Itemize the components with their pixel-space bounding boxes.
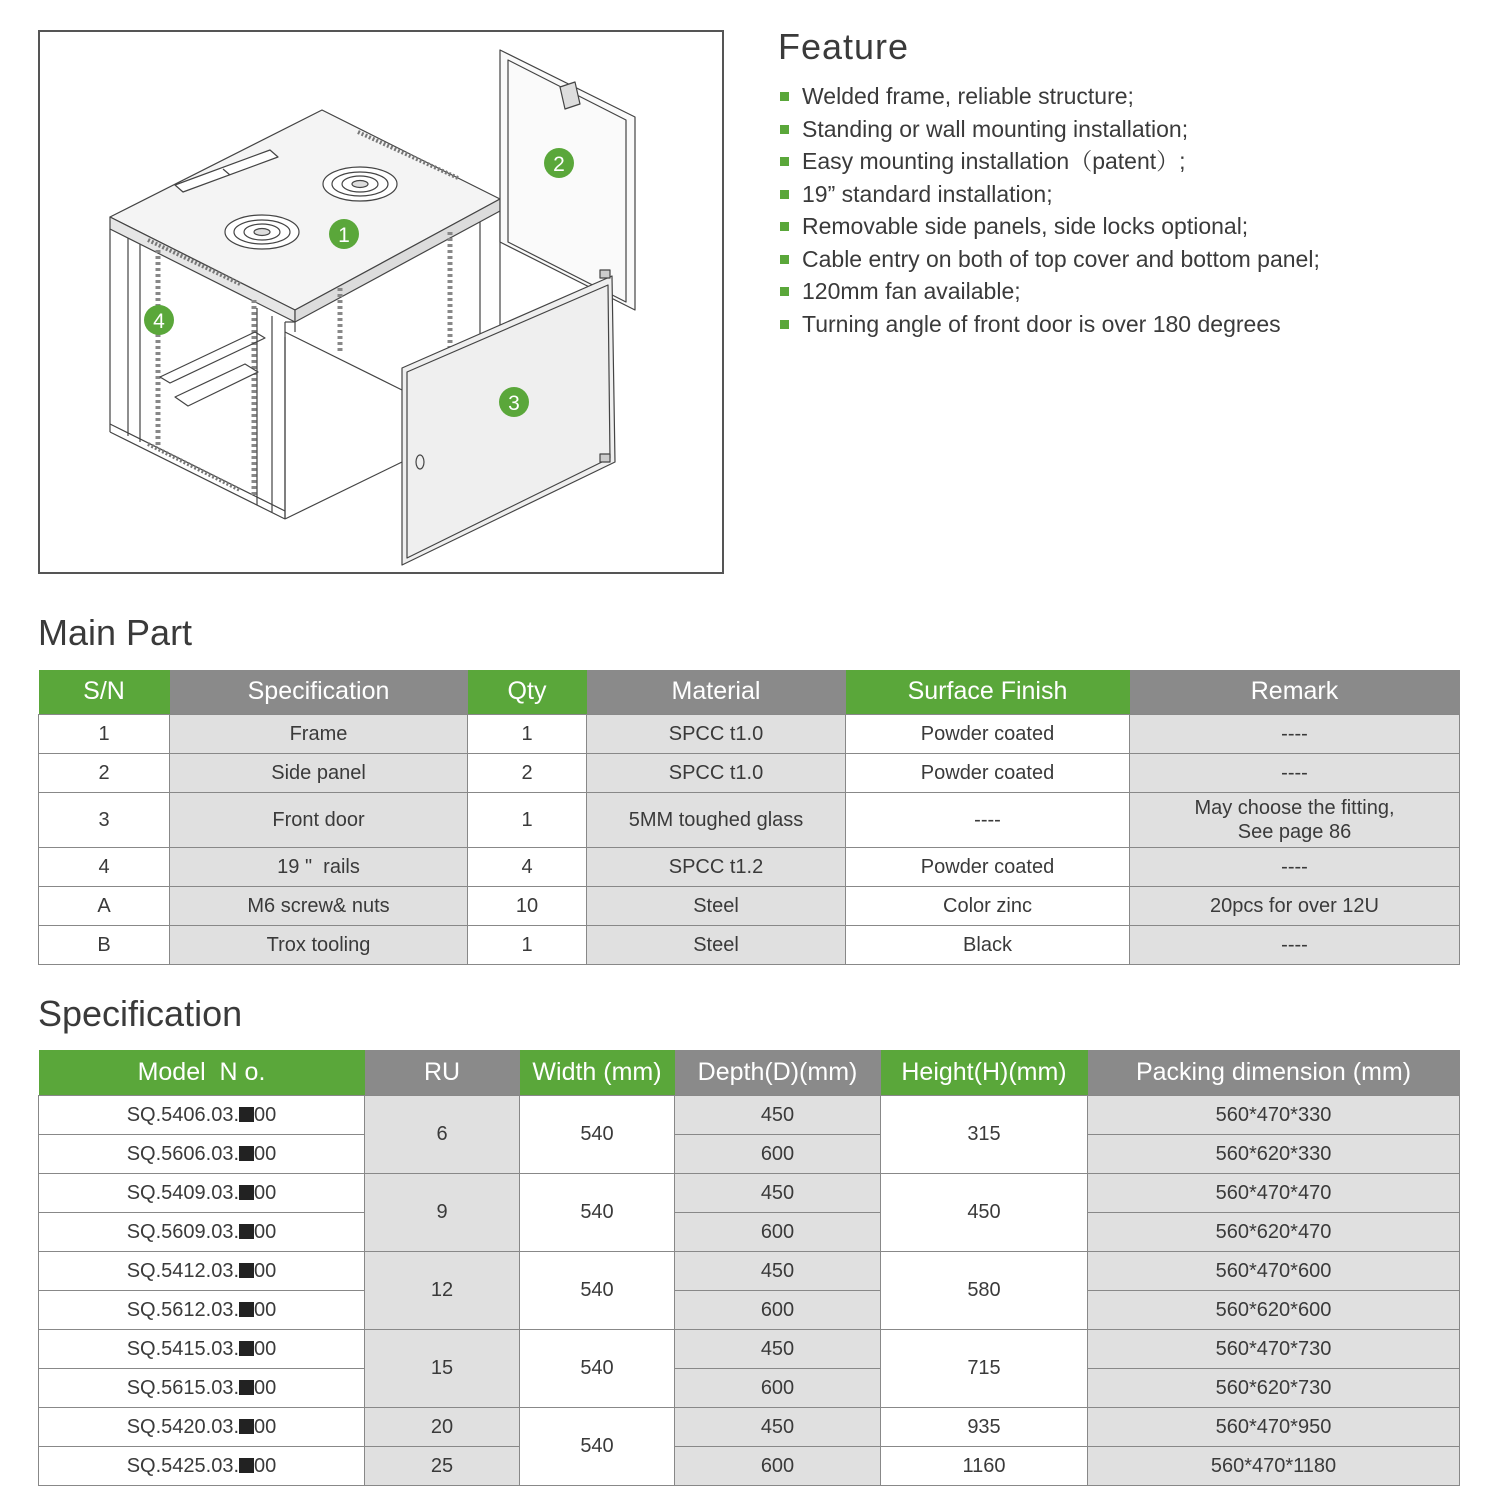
table-row <box>39 1368 1460 1407</box>
model-cell: SQ.5412.03. 00 <box>39 1251 365 1290</box>
column-header: Depth(D)(mm) <box>675 1050 881 1095</box>
table-cell: 3 <box>39 792 170 847</box>
bullet-icon <box>780 92 789 101</box>
specification-title: Specification <box>38 993 243 1034</box>
table-cell: Front door <box>170 792 468 847</box>
packing-cell: 560*470*1180 <box>1088 1446 1460 1485</box>
square-icon <box>239 1458 254 1473</box>
bullet-icon <box>780 190 789 199</box>
table-row <box>39 886 1460 925</box>
table-cell: 1 <box>468 714 587 753</box>
table-cell: ---- <box>846 792 1130 847</box>
feature-list <box>778 80 1468 340</box>
table-row <box>39 1095 1460 1134</box>
ru-cell: 15 <box>365 1329 520 1407</box>
table-cell: Powder coated <box>846 714 1130 753</box>
square-icon <box>239 1107 254 1122</box>
height-cell: 715 <box>881 1329 1088 1407</box>
table-header-row <box>39 670 1460 714</box>
table-cell: SPCC t1.0 <box>587 753 846 792</box>
bullet-icon <box>780 320 789 329</box>
table-cell: 4 <box>468 847 587 886</box>
ru-cell: 20 <box>365 1407 520 1446</box>
ru-cell: 9 <box>365 1173 520 1251</box>
svg-text:2: 2 <box>553 153 565 176</box>
column-header: Material <box>587 670 846 714</box>
square-icon <box>239 1146 254 1161</box>
bullet-icon <box>780 287 789 296</box>
table-row <box>39 1329 1460 1368</box>
column-header: Surface Finish <box>846 670 1130 714</box>
table-cell: 2 <box>39 753 170 792</box>
table-cell: 10 <box>468 886 587 925</box>
depth-cell: 450 <box>675 1095 881 1134</box>
column-header: Packing dimension (mm) <box>1088 1050 1460 1095</box>
square-icon <box>239 1341 254 1356</box>
model-cell: SQ.5409.03. 00 <box>39 1173 365 1212</box>
table-cell: 1 <box>468 792 587 847</box>
model-cell: SQ.5609.03. 00 <box>39 1212 365 1251</box>
table-row <box>39 1251 1460 1290</box>
table-row <box>39 1212 1460 1251</box>
table-row <box>39 1134 1460 1173</box>
width-cell: 540 <box>520 1251 675 1329</box>
column-header: Height(H)(mm) <box>881 1050 1088 1095</box>
table-cell: ---- <box>1130 714 1460 753</box>
packing-cell: 560*470*730 <box>1088 1329 1460 1368</box>
model-cell: SQ.5612.03. 00 <box>39 1290 365 1329</box>
depth-cell: 600 <box>675 1446 881 1485</box>
table-cell: Powder coated <box>846 753 1130 792</box>
table-cell: Color zinc <box>846 886 1130 925</box>
feature-item: 19” standard installation; <box>778 178 1468 211</box>
table-row <box>39 753 1460 792</box>
table-row <box>39 1407 1460 1446</box>
table-cell: B <box>39 925 170 964</box>
table-row <box>39 714 1460 753</box>
table-cell: 19 " rails <box>170 847 468 886</box>
table-row <box>39 792 1460 847</box>
table-cell: Powder coated <box>846 847 1130 886</box>
packing-cell: 560*620*470 <box>1088 1212 1460 1251</box>
depth-cell: 600 <box>675 1290 881 1329</box>
packing-cell: 560*620*600 <box>1088 1290 1460 1329</box>
table-row <box>39 847 1460 886</box>
height-cell: 1160 <box>881 1446 1088 1485</box>
cabinet-illustration <box>38 30 724 574</box>
height-cell: 315 <box>881 1095 1088 1173</box>
packing-cell: 560*620*330 <box>1088 1134 1460 1173</box>
table-row <box>39 925 1460 964</box>
square-icon <box>239 1185 254 1200</box>
callout-2 <box>544 148 574 178</box>
table-cell: SPCC t1.0 <box>587 714 846 753</box>
table-cell: 20pcs for over 12U <box>1130 886 1460 925</box>
table-cell: Trox tooling <box>170 925 468 964</box>
table-cell: 5MM toughed glass <box>587 792 846 847</box>
height-cell: 935 <box>881 1407 1088 1446</box>
feature-item: Cable entry on both of top cover and bottom panel; <box>778 243 1468 276</box>
square-icon <box>239 1419 254 1434</box>
feature-item: Removable side panels, side locks optional; <box>778 210 1468 243</box>
table-cell: M6 screw& nuts <box>170 886 468 925</box>
feature-item: Welded frame, reliable structure; <box>778 80 1468 113</box>
feature-title: Feature <box>778 26 910 67</box>
packing-cell: 560*470*330 <box>1088 1095 1460 1134</box>
height-cell: 450 <box>881 1173 1088 1251</box>
width-cell: 540 <box>520 1329 675 1407</box>
model-cell: SQ.5615.03. 00 <box>39 1368 365 1407</box>
width-cell: 540 <box>520 1095 675 1173</box>
feature-item: Easy mounting installation（patent）; <box>778 145 1468 178</box>
ru-cell: 12 <box>365 1251 520 1329</box>
ru-cell: 25 <box>365 1446 520 1485</box>
table-cell: 2 <box>468 753 587 792</box>
main-part-table <box>38 670 1460 965</box>
depth-cell: 600 <box>675 1368 881 1407</box>
table-header-row <box>39 1050 1460 1095</box>
width-cell: 540 <box>520 1407 675 1485</box>
table-cell: ---- <box>1130 925 1460 964</box>
depth-cell: 600 <box>675 1212 881 1251</box>
height-cell: 580 <box>881 1251 1088 1329</box>
feature-item: 120mm fan available; <box>778 275 1468 308</box>
model-cell: SQ.5420.03. 00 <box>39 1407 365 1446</box>
cabinet-drawing <box>40 32 726 576</box>
table-cell: ---- <box>1130 847 1460 886</box>
square-icon <box>239 1224 254 1239</box>
model-cell: SQ.5406.03. 00 <box>39 1095 365 1134</box>
table-cell: Steel <box>587 886 846 925</box>
feature-section <box>778 26 1468 340</box>
depth-cell: 450 <box>675 1329 881 1368</box>
feature-item: Turning angle of front door is over 180 degrees <box>778 308 1468 341</box>
depth-cell: 450 <box>675 1407 881 1446</box>
feature-item: Standing or wall mounting installation; <box>778 113 1468 146</box>
column-header: RU <box>365 1050 520 1095</box>
square-icon <box>239 1263 254 1278</box>
model-cell: SQ.5425.03. 00 <box>39 1446 365 1485</box>
svg-text:1: 1 <box>338 224 350 247</box>
table-cell: Black <box>846 925 1130 964</box>
table-row <box>39 1446 1460 1485</box>
callout-3 <box>499 387 529 417</box>
column-header: Remark <box>1130 670 1460 714</box>
model-cell: SQ.5606.03. 00 <box>39 1134 365 1173</box>
main-part-title: Main Part <box>38 612 193 653</box>
packing-cell: 560*470*600 <box>1088 1251 1460 1290</box>
packing-cell: 560*620*730 <box>1088 1368 1460 1407</box>
table-cell: 4 <box>39 847 170 886</box>
table-row <box>39 1173 1460 1212</box>
svg-text:3: 3 <box>508 392 520 415</box>
ru-cell: 6 <box>365 1095 520 1173</box>
bullet-icon <box>780 125 789 134</box>
depth-cell: 450 <box>675 1173 881 1212</box>
table-cell: Steel <box>587 925 846 964</box>
callout-1 <box>329 219 359 249</box>
column-header: Width (mm) <box>520 1050 675 1095</box>
square-icon <box>239 1380 254 1395</box>
table-cell: 1 <box>468 925 587 964</box>
depth-cell: 600 <box>675 1134 881 1173</box>
bullet-icon <box>780 255 789 264</box>
width-cell: 540 <box>520 1173 675 1251</box>
column-header: Model N o. <box>39 1050 365 1095</box>
square-icon <box>239 1302 254 1317</box>
table-cell: ---- <box>1130 753 1460 792</box>
packing-cell: 560*470*950 <box>1088 1407 1460 1446</box>
column-header: S/N <box>39 670 170 714</box>
depth-cell: 450 <box>675 1251 881 1290</box>
column-header: Specification <box>170 670 468 714</box>
table-cell: May choose the fitting, See page 86 <box>1130 792 1460 847</box>
table-cell: Frame <box>170 714 468 753</box>
model-cell: SQ.5415.03. 00 <box>39 1329 365 1368</box>
svg-text:4: 4 <box>153 310 165 333</box>
packing-cell: 560*470*470 <box>1088 1173 1460 1212</box>
callout-4 <box>144 305 174 335</box>
table-cell: 1 <box>39 714 170 753</box>
table-cell: Side panel <box>170 753 468 792</box>
bullet-icon <box>780 222 789 231</box>
table-cell: SPCC t1.2 <box>587 847 846 886</box>
table-cell: A <box>39 886 170 925</box>
column-header: Qty <box>468 670 587 714</box>
specification-table <box>38 1050 1460 1486</box>
table-row <box>39 1290 1460 1329</box>
bullet-icon <box>780 157 789 166</box>
